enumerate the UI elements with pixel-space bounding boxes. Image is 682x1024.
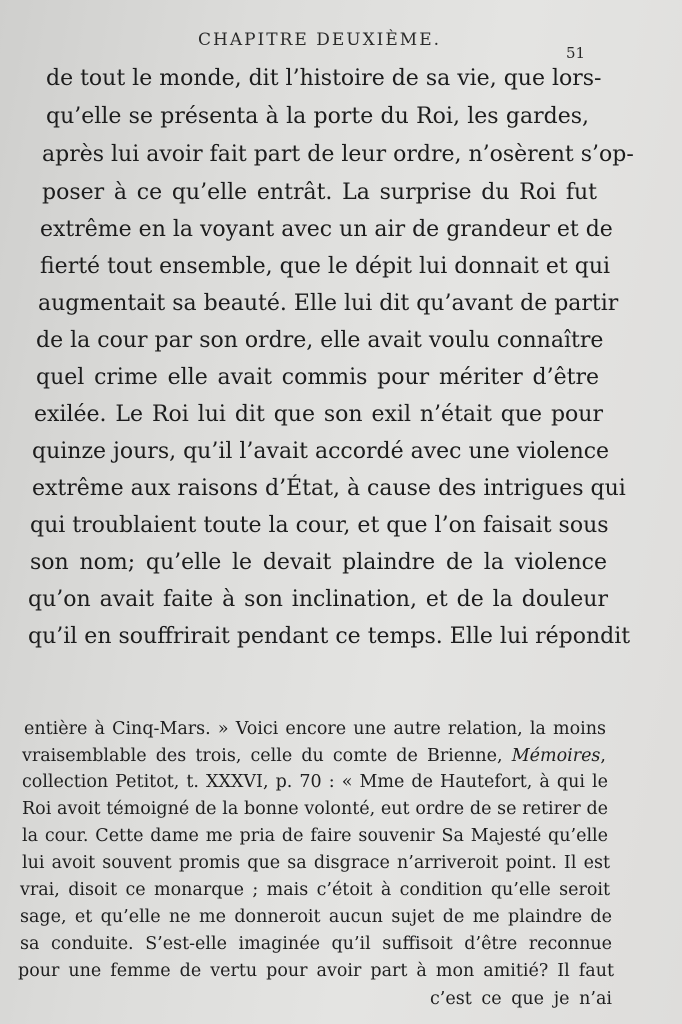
footnote-text: entière à Cinq-Mars. » Voici encore une autre relation, la moins	[24, 719, 606, 739]
footnote-text: sage, et qu’elle ne me donneroit aucun sujet de me plaindre de	[20, 907, 612, 927]
footnote-text: pour une femme de vertu pour avoir part à mon amitié? Il faut	[18, 961, 614, 981]
footnote-text: vrai, disoit ce monarque ; mais c’étoit à condition qu’elle seroit	[20, 880, 610, 900]
main-text-line: poser à ce qu’elle entrât. La surprise du Roi fut	[42, 180, 597, 205]
footnote-text: c’est ce que je n’ai	[430, 989, 612, 1009]
main-text-line: qu’elle se présenta à la porte du Roi, les gardes,	[46, 104, 589, 129]
running-head: CHAPITRE DEUXIÈME.	[198, 30, 442, 50]
main-text-line: qu’on avait faite à son inclination, et de la douleur	[28, 587, 608, 612]
main-text-line: qui troublaient toute la cour, et que l’on faisait sous	[30, 513, 609, 538]
show-through-text	[120, 672, 660, 702]
footnote-line	[20, 931, 612, 957]
main-text-line: quinze jours, qu’il l’avait accordé avec une violence	[32, 439, 610, 464]
footnote-text: Roi avoit témoigné de la bonne volonté, eut ordre de se retirer de	[22, 799, 608, 819]
page-number: 51	[566, 44, 586, 62]
main-text-line: son nom; qu’elle le devait plaindre de la violence	[30, 550, 607, 575]
main-text-line: qu’il en souffrirait pendant ce temps. Elle lui répondit	[28, 624, 631, 649]
footnote-line	[24, 716, 606, 742]
footnote-line	[430, 986, 612, 1012]
footnote-line	[22, 823, 608, 849]
footnote-text: la cour. Cette dame me pria de faire souvenir Sa Majesté qu’elle	[22, 826, 608, 846]
main-text-line: extrême aux raisons d’État, à cause des intrigues qui	[32, 476, 626, 501]
footnote-line	[20, 877, 610, 903]
main-text-line: de tout le monde, dit l’histoire de sa vie, que lors-	[46, 66, 602, 91]
footnote-text: lui avoit souvent promis que sa disgrace n’arriveroit point. Il est	[22, 853, 610, 873]
main-text-line: quel crime elle avait commis pour mériter d’être	[36, 365, 599, 390]
main-text-line: de la cour par son ordre, elle avait voulu connaître	[36, 328, 604, 353]
footnote-line	[18, 958, 614, 984]
footnote-text: sa conduite. S’est-elle imaginée qu’il suffisoit d’être reconnue	[20, 934, 612, 954]
main-text-line: augmentait sa beauté. Elle lui dit qu’avant de partir	[38, 291, 619, 316]
main-text-line: exilée. Le Roi lui dit que son exil n’était que pour	[34, 402, 603, 427]
main-text-line: extrême en la voyant avec un air de grandeur et de	[40, 217, 613, 242]
footnote-italic-title: Mémoires	[511, 746, 601, 766]
footnote-line	[22, 743, 606, 769]
footnote-line	[22, 769, 608, 795]
footnote-text: vraisemblable des trois, celle du comte de Brienne,	[22, 746, 512, 766]
main-text-line: fierté tout ensemble, que le dépit lui donnait et qui	[40, 254, 611, 279]
footnote-line	[22, 850, 610, 876]
footnote-line	[20, 904, 612, 930]
footnote-text: collection Petitot, t. XXXVI, p. 70 : « Mme de Hautefort, à qui le	[22, 772, 608, 792]
footnote-text: ,	[600, 746, 606, 766]
footnote-line	[22, 796, 608, 822]
main-text-line: après lui avoir fait part de leur ordre, n’osèrent s’op-	[42, 142, 634, 167]
